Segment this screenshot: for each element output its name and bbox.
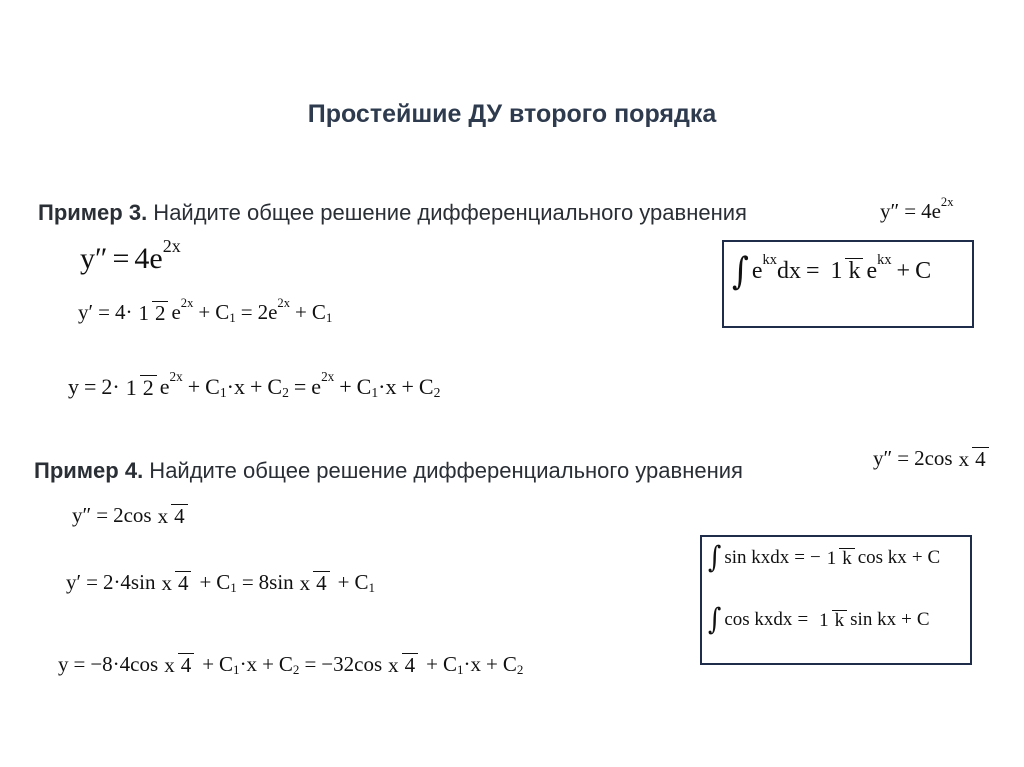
example3-step3: y = 2· 1 2 $e^{2x}$ + $C_1\cdot x$ + $C_2$ = $e^{2x}$ + $C_1\cdot x$ + $C_2$ [68,369,441,401]
example4-text: Найдите общее решение дифференциального уравнения [143,458,743,483]
exp-integral-formula: ∫ $e^{kx}dx$ = 1 k $e^{kx}$ + C [732,249,932,293]
example3-label: Пример 3. [38,200,148,225]
example4-label: Пример 4. [34,458,144,483]
slide-title: Простейшие ДУ второго порядка [307,100,717,128]
example3-text: Найдите общее решение дифференциального уравнения [147,200,747,225]
example3-heading [38,200,747,226]
formula-box-trig [700,535,972,665]
cos-integral-formula: ∫ cos kxdx = 1 k sin kx + C [708,602,930,638]
example3-equation: y″ = $4e^{2x}$ [880,194,954,223]
sin-integral-formula: ∫ sin kxdx = − 1 k cos kx + C [708,540,941,576]
example4-step1: y″ = 2cos x 4 [72,503,191,528]
formula-box-exp [722,240,974,328]
example3-step1: y″ = $4e^{2x}$ [80,235,181,275]
example4-heading [34,458,743,484]
example4-step3: y = −8·4cos x 4 + $C_1\cdot x$ + $C_2$ = −32cos x 4 + $C_1\cdot x$ + $C_2$ [58,652,524,678]
example3-step2: y′ = 4· 1 2 $e^{2x}$ + $C_1$ = $2e^{2x}$ + $C_1$ [78,295,333,326]
example4-equation: y″ = 2cos x 4 [873,446,992,471]
example4-step2: y′ = 2·4sin x 4 + $C_1$ = 8sin x 4 + $C_1$ [66,570,376,596]
